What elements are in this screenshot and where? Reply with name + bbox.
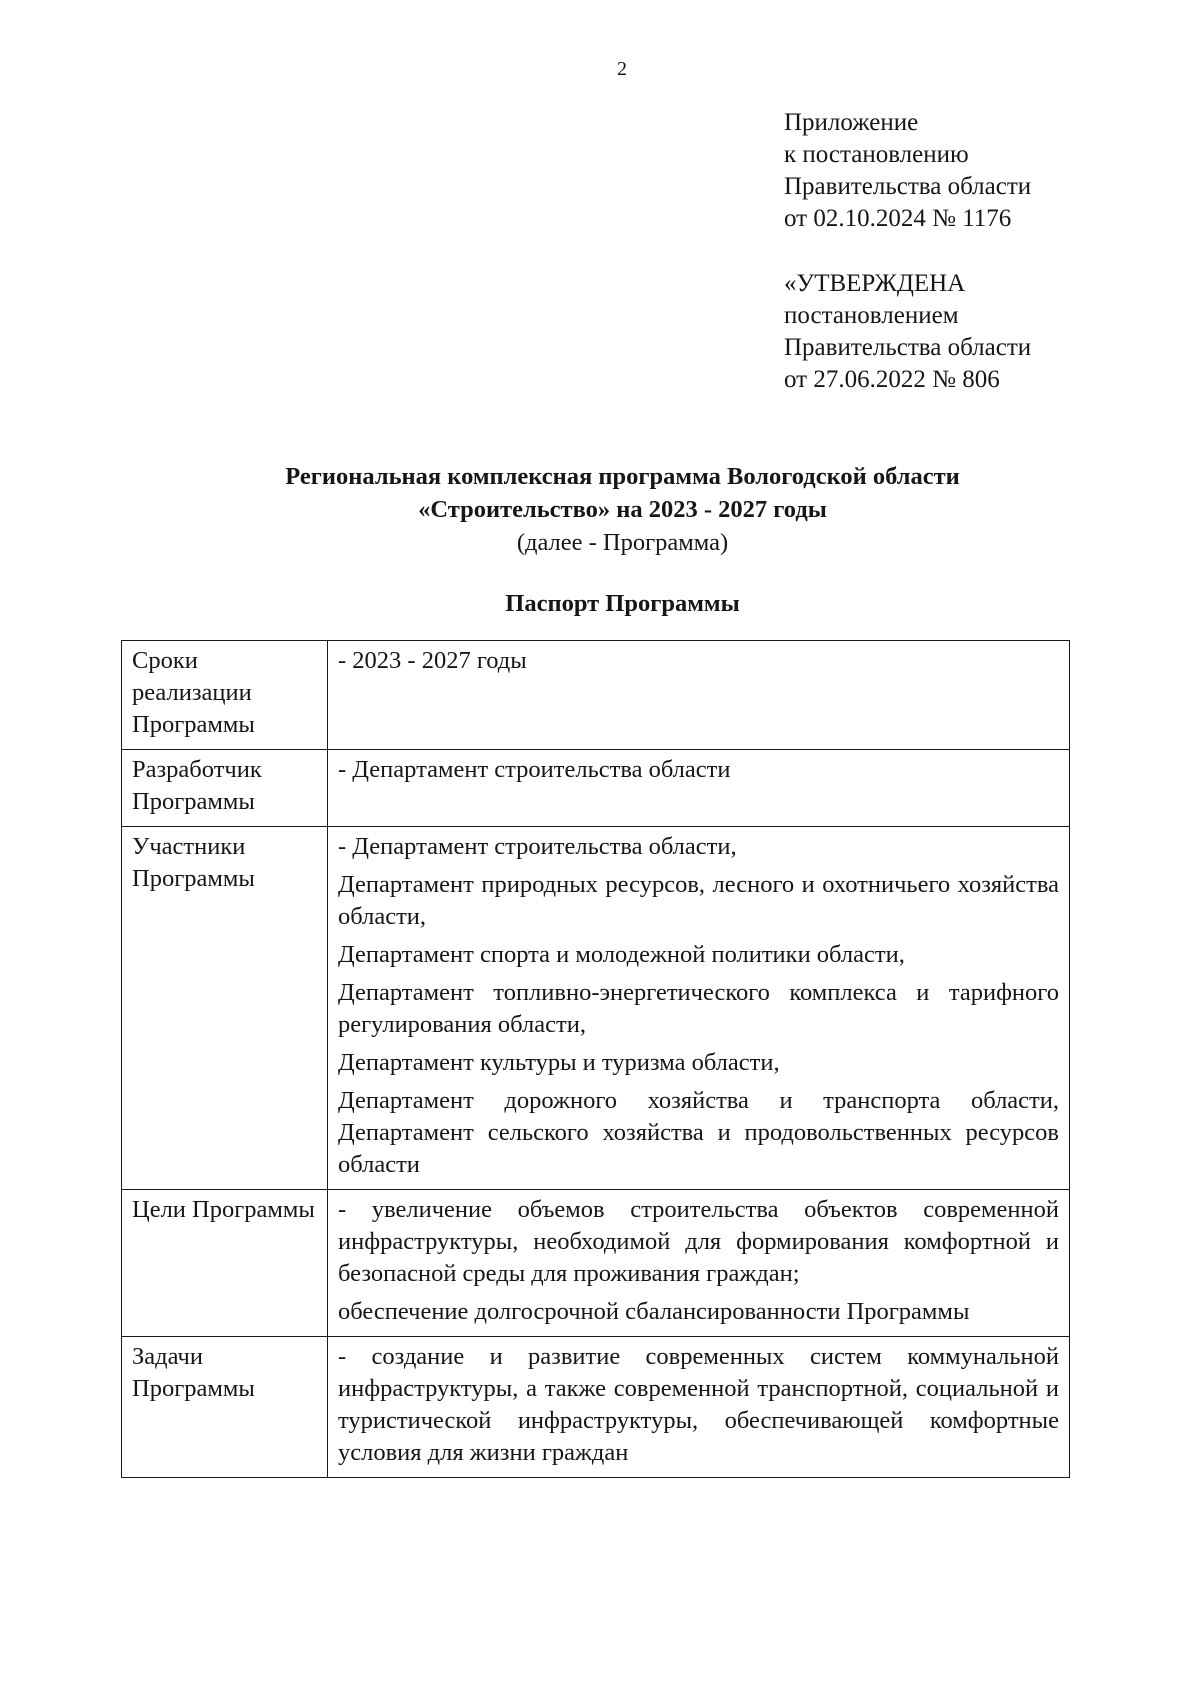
row-value xyxy=(328,1190,1070,1337)
value-paragraph: обеспечение долгосрочной сбалансированности Программы xyxy=(338,1298,970,1325)
table-row xyxy=(122,1337,1070,1478)
value-paragraph: Департамент дорожного хозяйства и транспорта области, Департамент сельского хозяйства и продовольственных ресурсов области xyxy=(338,1087,1059,1178)
row-value xyxy=(328,750,1070,827)
row-value xyxy=(328,641,1070,750)
value-paragraph: - Департамент строительства области xyxy=(338,756,731,783)
approval-line: от 27.06.2022 № 806 xyxy=(784,366,1000,393)
row-value xyxy=(328,827,1070,1190)
passport-heading: Паспорт Программы xyxy=(505,590,740,617)
page-number: 2 xyxy=(617,58,627,80)
table-row xyxy=(122,1190,1070,1337)
row-label: Цели Программы xyxy=(122,1190,328,1337)
table-row xyxy=(122,750,1070,827)
value-paragraph: - увеличение объемов строительства объектов современной инфраструктуры, необходимой для формирования комфортной и безопасной среды для проживания граждан; xyxy=(338,1196,1059,1287)
appendix-line: Правительства области xyxy=(784,173,1032,200)
table-row xyxy=(122,827,1070,1190)
row-label: Участники Программы xyxy=(122,827,328,1190)
title-line-1: Региональная комплексная программа Вологодской области xyxy=(285,463,960,490)
title-note: (далее - Программа) xyxy=(516,529,729,556)
approval-stamp xyxy=(784,268,1031,396)
value-paragraph: Департамент топливно-энергетического комплекса и тарифного регулирования области, xyxy=(338,979,1059,1038)
row-label: Сроки реализации Программы xyxy=(122,641,328,750)
value-paragraph: Департамент культуры и туризма области, xyxy=(338,1049,780,1076)
row-label: Задачи Программы xyxy=(122,1337,328,1478)
appendix-stamp xyxy=(784,107,1031,235)
value-paragraph: Департамент спорта и молодежной политики области, xyxy=(338,941,905,968)
row-label: Разработчик Программы xyxy=(122,750,328,827)
value-paragraph: Департамент природных ресурсов, лесного и охотничьего хозяйства области, xyxy=(338,871,1059,930)
row-value xyxy=(328,1337,1070,1478)
title-line-2: «Строительство» на 2023 - 2027 годы xyxy=(418,496,827,523)
value-paragraph: - создание и развитие современных систем коммунальной инфраструктуры, а также современной транспортной, социальной и туристической инфраструктуры, обеспечивающей комфортные условия для жизни граждан xyxy=(338,1343,1059,1466)
table-row xyxy=(122,641,1070,750)
value-spacer xyxy=(338,683,1059,715)
appendix-line: Приложение xyxy=(784,109,919,136)
approval-line: постановлением xyxy=(784,302,959,329)
value-paragraph: - 2023 - 2027 годы xyxy=(338,647,527,674)
approval-line: Правительства области xyxy=(784,334,1032,361)
document-title xyxy=(120,460,1125,559)
appendix-line: к постановлению xyxy=(784,141,969,168)
value-paragraph: - Департамент строительства области, xyxy=(338,833,737,860)
approval-line: «УТВЕРЖДЕНА xyxy=(784,270,966,297)
appendix-line: от 02.10.2024 № 1176 xyxy=(784,205,1012,232)
passport-table xyxy=(121,640,1070,1478)
